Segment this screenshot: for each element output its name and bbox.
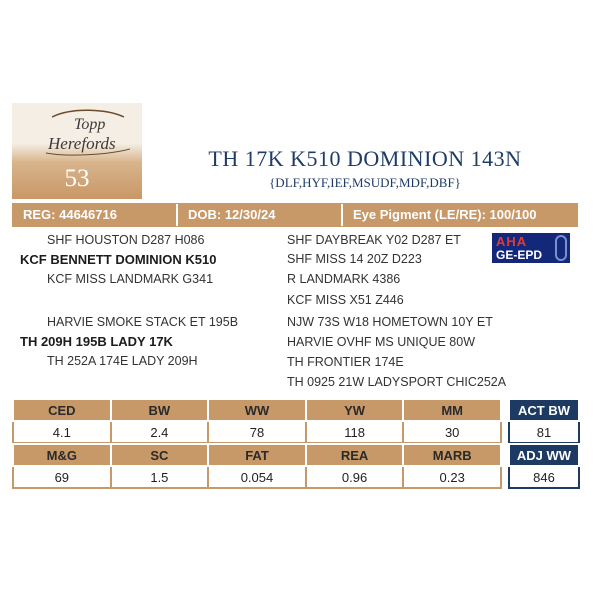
logo-text-herefords: Herefords [48,134,116,153]
eye-pigment: Eye Pigment (LE/RE): 100/100 [353,207,537,222]
pedigree-sire: KCF BENNETT DOMINION K510 [20,252,217,267]
pedigree-ancestor: SHF DAYBREAK Y02 D287 ET [287,233,461,247]
pedigree-ancestor: TH FRONTIER 174E [287,355,404,369]
ge-epd-badge-label: GE-EPD [496,248,543,262]
aha-ge-epd-badge [492,233,570,263]
epd-header-mm: MM [403,399,501,421]
epd-value-rea: 0.96 [306,466,404,488]
dna-chain-icon [555,235,567,261]
epd-value-mm: 30 [403,421,501,443]
pedigree-ancestor: HARVIE OVHF MS UNIQUE 80W [287,335,475,349]
epd-header-mg: M&G [13,444,111,466]
epd-header-bw: BW [111,399,209,421]
adjusted-ww-table [508,443,580,489]
pedigree-ancestor: KCF MISS X51 Z446 [287,293,404,307]
pedigree-dam: TH 209H 195B LADY 17K [20,334,173,349]
epd-header-rea: REA [306,444,404,466]
epd-table-2 [12,443,502,489]
pedigree-sire-sire: SHF HOUSTON D287 H086 [47,233,205,247]
actual-bw-table [508,398,580,444]
info-bar [12,203,578,227]
aha-badge-label: AHA [496,234,528,249]
epd-header-yw: YW [306,399,404,421]
genetic-status: {DLF,HYF,IEF,MSUDF,MDF,DBF} [269,175,461,190]
epd-value-mg: 69 [13,466,111,488]
epd-header-marb: MARB [403,444,501,466]
animal-name: TH 17K K510 DOMINION 143N [208,146,522,171]
epd-header-sc: SC [111,444,209,466]
pedigree-ancestor: SHF MISS 14 20Z D223 [287,252,422,266]
pedigree-ancestor: TH 0925 21W LADYSPORT CHIC252A [287,375,507,389]
pedigree-ancestor: R LANDMARK 4386 [287,272,401,286]
adj-ww-value: 846 [509,466,579,488]
epd-header-fat: FAT [208,444,306,466]
epd-value-bw: 2.4 [111,421,209,443]
epd-value-ww: 78 [208,421,306,443]
epd-value-marb: 0.23 [403,466,501,488]
epd-value-fat: 0.054 [208,466,306,488]
epd-header-ced: CED [13,399,111,421]
topp-herefords-logo [12,103,142,161]
registration-number: REG: 44646716 [13,204,178,226]
lot-number: 53 [64,165,90,192]
pedigree-ancestor: NJW 73S W18 HOMETOWN 10Y ET [287,315,493,329]
epd-value-ced: 4.1 [13,421,111,443]
epd-value-sc: 1.5 [111,466,209,488]
adj-ww-label: ADJ WW [509,444,579,466]
logo-text-topp: Topp [74,116,106,133]
date-of-birth: DOB: 12/30/24 [178,204,343,226]
epd-value-yw: 118 [306,421,404,443]
epd-table-1 [12,398,502,444]
pedigree-sire-dam: KCF MISS LANDMARK G341 [47,272,214,286]
epd-header-ww: WW [208,399,306,421]
pedigree-dam-dam: TH 252A 174E LADY 209H [47,354,198,368]
pedigree-dam-sire: HARVIE SMOKE STACK ET 195B [47,315,239,329]
act-bw-value: 81 [509,421,579,443]
act-bw-label: ACT BW [509,399,579,421]
